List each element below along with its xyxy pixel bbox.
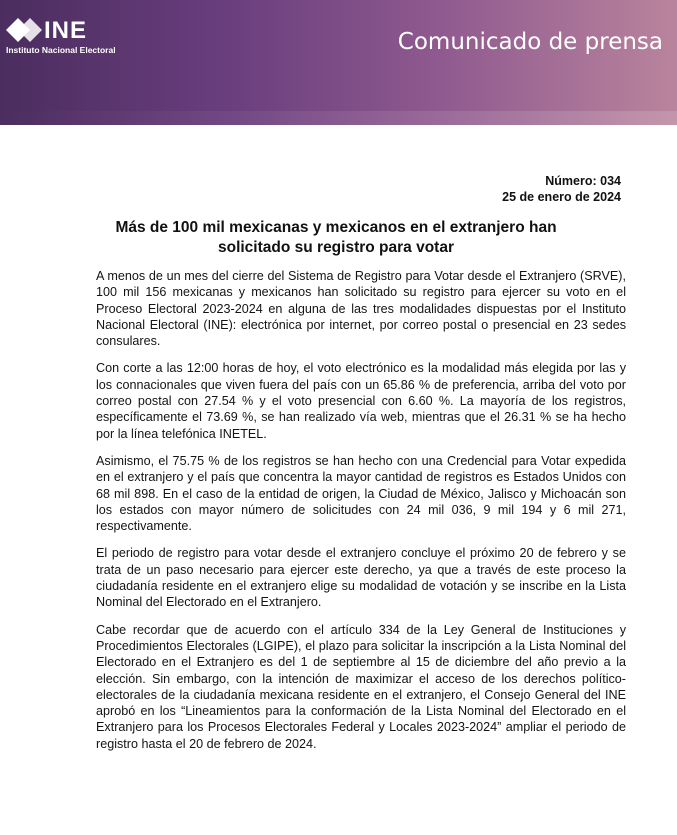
release-meta — [502, 173, 621, 205]
article-body — [96, 268, 626, 763]
paragraph: Cabe recordar que de acuerdo con el artículo 334 de la Ley General de Instituciones y Procedimientos Electorales (LGIPE), el plazo para solicitar la inscripción a la Lista Nominal del Electorado en el Extranjero es del 1 de septiembre al 15 de diciembre del año previo a la elección. Sin embargo, con la intención de maximizar el acceso de los derechos político-electorales de la ciudadanía mexicana residente en el extranjero, el Consejo General del INE aprobó en los “Lineamientos para la conformación de la Lista Nominal del Electorado en el Extranjero para los Procesos Electorales Federal y Locales 2023-2024” ampliar el periodo de registro hasta el 20 de febrero de 2024. — [96, 622, 626, 751]
banner-title: Comunicado de prensa — [397, 29, 663, 55]
header-banner — [0, 0, 677, 125]
ine-logo-icon — [6, 18, 42, 44]
paragraph: A menos de un mes del cierre del Sistema de Registro para Votar desde el Extranjero (SRVE), 100 mil 156 mexicanas y mexicanos han solicitado su registro para ejercer su voto en el Proceso Electoral 2023-2024 en alguna de las tres modalidades dispuestas por el Instituto Nacional Electoral (INE): electrónica por internet, por correo postal o presencial en 23 sedes consulares. — [96, 269, 626, 349]
release-number: Número: 034 — [545, 174, 621, 188]
ine-logo — [6, 18, 136, 62]
paragraph: El periodo de registro para votar desde el extranjero concluye el próximo 20 de febrero y se trata de un paso necesario para ejercer este derecho, ya que a través de este proceso la ciudadanía residente en el extranjero elige su modalidad de votación y se inscribe en la Lista Nominal del Electorado en el Extranjero. — [96, 546, 626, 610]
paragraph: Asimismo, el 75.75 % de los registros se han hecho con una Credencial para Votar expedida en el extranjero y el país que concentra la mayor cantidad de registros es Estados Unidos con 68 mil 898. En el caso de la entidad de origen, la Ciudad de México, Jalisco y Michoacán son los estados con mayor número de solicitudes con 24 mil 036, 9 mil 194 y 6 mil 271, respectivamente. — [96, 453, 626, 534]
paragraph: Con corte a las 12:00 horas de hoy, el voto electrónico es la modalidad más elegida por las y los connacionales que viven fuera del país con un 65.86 % de preferencia, arriba del voto por correo postal con 27.54 % y el voto presencial con 6.60 %. La mayoría de los registros, específicamente el 73.69 %, se han realizado vía web, mientras que el 26.31 % se ha hecho por la línea telefónica INETEL. — [96, 361, 626, 441]
headline: Más de 100 mil mexicanas y mexicanos en el extranjero han solicitado su registro para votar — [115, 219, 557, 256]
logo-wordmark: INE — [44, 17, 88, 44]
logo-subtitle: Instituto Nacional Electoral — [6, 45, 116, 55]
release-date: 25 de enero de 2024 — [502, 190, 621, 204]
